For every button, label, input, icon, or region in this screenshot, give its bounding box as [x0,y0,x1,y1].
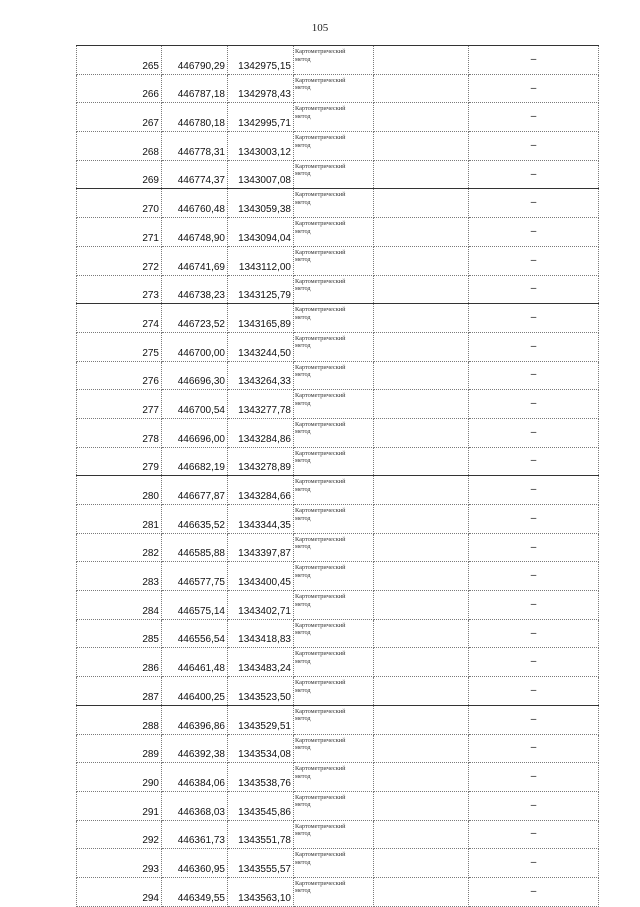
empty-cell [374,189,469,218]
coordinate-x: 446778,31 [162,132,228,161]
coordinate-x: 446723,52 [162,304,228,333]
empty-cell [374,705,469,734]
point-number: 287 [77,677,162,706]
coordinate-y: 1343534,08 [228,734,294,763]
point-number: 293 [77,849,162,878]
table-row [77,361,599,390]
dash-cell: – [469,189,599,218]
method-cell [294,418,374,447]
method-label-line2: метод [295,801,311,809]
method-label-line2: метод [295,744,311,752]
empty-cell [374,791,469,820]
method-label-line2: метод [295,830,311,838]
method-cell [294,705,374,734]
method-label-line1: Картометрический [295,564,346,572]
method-label-line1: Картометрический [295,679,346,687]
method-label-line2: метод [295,428,311,436]
table-row [77,46,599,75]
method-label-line2: метод [295,170,311,178]
empty-cell [374,46,469,75]
dash-cell: – [469,820,599,849]
empty-cell [374,132,469,161]
method-cell [294,74,374,103]
coordinate-y: 1343551,78 [228,820,294,849]
method-label-line2: метод [295,571,311,579]
method-label-line2: метод [295,285,311,293]
method-label-line2: метод [295,84,311,92]
dash-cell: – [469,304,599,333]
method-cell [294,562,374,591]
empty-cell [374,390,469,419]
dash-cell: – [469,218,599,247]
point-number: 290 [77,763,162,792]
table-row [77,677,599,706]
coordinate-y: 1343003,12 [228,132,294,161]
table-row [77,160,599,189]
method-label-line2: метод [295,198,311,206]
method-cell [294,160,374,189]
table-row [77,218,599,247]
point-number: 279 [77,447,162,476]
table-row [77,74,599,103]
point-number: 276 [77,361,162,390]
dash-cell: – [469,361,599,390]
method-label-line1: Картометрический [295,879,346,887]
coordinate-x: 446790,29 [162,46,228,75]
table-row [77,791,599,820]
empty-cell [374,849,469,878]
coordinate-y: 1342995,71 [228,103,294,132]
method-label-line1: Картометрический [295,478,346,486]
table-row [77,103,599,132]
method-label-line2: метод [295,514,311,522]
method-label-line1: Картометрический [295,392,346,400]
method-label-line2: метод [295,313,311,321]
method-label-line1: Картометрический [295,621,346,629]
table-row [77,132,599,161]
point-number: 283 [77,562,162,591]
method-label-line2: метод [295,715,311,723]
empty-cell [374,74,469,103]
empty-cell [374,877,469,906]
method-label-line1: Картометрический [295,449,346,457]
coordinate-y: 1342975,15 [228,46,294,75]
point-number: 285 [77,619,162,648]
coordinate-y: 1343545,86 [228,791,294,820]
coordinate-x: 446360,95 [162,849,228,878]
empty-cell [374,763,469,792]
method-label-line1: Картометрический [295,277,346,285]
empty-cell [374,562,469,591]
method-cell [294,46,374,75]
method-label-line1: Картометрический [295,334,346,342]
table-row [77,189,599,218]
dash-cell: – [469,591,599,620]
method-cell [294,791,374,820]
point-number: 277 [77,390,162,419]
table-row [77,562,599,591]
method-label-line2: метод [295,629,311,637]
method-cell [294,304,374,333]
table-row [77,505,599,534]
dash-cell: – [469,418,599,447]
point-number: 281 [77,505,162,534]
method-cell [294,103,374,132]
coordinate-x: 446384,06 [162,763,228,792]
coordinate-y: 1343112,00 [228,246,294,275]
dash-cell: – [469,447,599,476]
coordinate-y: 1343402,71 [228,591,294,620]
dash-cell: – [469,476,599,505]
method-label-line1: Картометрический [295,220,346,228]
method-label-line2: метод [295,657,311,665]
coordinate-x: 446700,00 [162,332,228,361]
dash-cell: – [469,791,599,820]
method-label-line2: метод [295,686,311,694]
method-label-line2: метод [295,227,311,235]
dash-cell: – [469,705,599,734]
point-number: 292 [77,820,162,849]
coordinate-x: 446677,87 [162,476,228,505]
method-label-line2: метод [295,371,311,379]
coordinate-y: 1343400,45 [228,562,294,591]
method-label-line1: Картометрический [295,593,346,601]
dash-cell: – [469,74,599,103]
coordinate-y: 1343277,78 [228,390,294,419]
method-cell [294,849,374,878]
method-label-line2: метод [295,256,311,264]
dash-cell: – [469,849,599,878]
coordinate-x: 446361,73 [162,820,228,849]
coordinate-x: 446787,18 [162,74,228,103]
empty-cell [374,103,469,132]
method-cell [294,476,374,505]
method-cell [294,390,374,419]
coordinate-x: 446461,48 [162,648,228,677]
coordinate-y: 1343284,66 [228,476,294,505]
empty-cell [374,246,469,275]
coordinate-x: 446575,14 [162,591,228,620]
empty-cell [374,505,469,534]
method-cell [294,648,374,677]
coordinate-y: 1343165,89 [228,304,294,333]
empty-cell [374,734,469,763]
method-label-line2: метод [295,772,311,780]
coordinate-x: 446774,37 [162,160,228,189]
coordinates-table-body [77,46,599,907]
table-row [77,390,599,419]
dash-cell: – [469,763,599,792]
table-row [77,533,599,562]
coordinate-y: 1343538,76 [228,763,294,792]
coordinate-y: 1343529,51 [228,705,294,734]
point-number: 273 [77,275,162,304]
coordinate-x: 446738,23 [162,275,228,304]
coordinate-y: 1343125,79 [228,275,294,304]
method-label-line2: метод [295,485,311,493]
empty-cell [374,332,469,361]
dash-cell: – [469,677,599,706]
coordinate-y: 1343418,83 [228,619,294,648]
method-label-line2: метод [295,399,311,407]
table-row [77,820,599,849]
dash-cell: – [469,132,599,161]
method-label-line1: Картометрический [295,822,346,830]
coordinate-y: 1343523,50 [228,677,294,706]
coordinate-y: 1343278,89 [228,447,294,476]
dash-cell: – [469,619,599,648]
method-label-line1: Картометрический [295,736,346,744]
empty-cell [374,533,469,562]
point-number: 271 [77,218,162,247]
empty-cell [374,218,469,247]
dash-cell: – [469,160,599,189]
coordinate-x: 446400,25 [162,677,228,706]
coordinate-x: 446585,88 [162,533,228,562]
dash-cell: – [469,275,599,304]
method-label-line1: Картометрический [295,134,346,142]
method-label-line2: метод [295,112,311,120]
method-cell [294,591,374,620]
point-number: 286 [77,648,162,677]
empty-cell [374,820,469,849]
method-label-line1: Картометрический [295,76,346,84]
method-cell [294,218,374,247]
method-label-line1: Картометрический [295,162,346,170]
dash-cell: – [469,46,599,75]
coordinate-y: 1343483,24 [228,648,294,677]
empty-cell [374,677,469,706]
dash-cell: – [469,877,599,906]
point-number: 266 [77,74,162,103]
coordinate-x: 446682,19 [162,447,228,476]
dash-cell: – [469,648,599,677]
coordinate-y: 1343284,86 [228,418,294,447]
method-cell [294,246,374,275]
method-label-line2: метод [295,887,311,895]
method-cell [294,332,374,361]
empty-cell [374,418,469,447]
empty-cell [374,361,469,390]
coordinate-x: 446741,69 [162,246,228,275]
coordinate-x: 446392,38 [162,734,228,763]
method-label-line2: метод [295,600,311,608]
method-label-line2: метод [295,342,311,350]
point-number: 280 [77,476,162,505]
method-cell [294,734,374,763]
point-number: 267 [77,103,162,132]
method-label-line1: Картометрический [295,707,346,715]
coordinate-y: 1343094,04 [228,218,294,247]
coordinates-table [76,45,599,907]
point-number: 282 [77,533,162,562]
point-number: 288 [77,705,162,734]
coordinate-y: 1343007,08 [228,160,294,189]
table-row [77,447,599,476]
coordinate-x: 446635,52 [162,505,228,534]
empty-cell [374,648,469,677]
table-row [77,734,599,763]
method-label-line1: Картометрический [295,420,346,428]
table-row [77,476,599,505]
table-row [77,619,599,648]
dash-cell: – [469,562,599,591]
empty-cell [374,160,469,189]
method-cell [294,677,374,706]
method-label-line1: Картометрический [295,306,346,314]
empty-cell [374,476,469,505]
page-number: 105 [311,22,329,34]
method-label-line1: Картометрический [295,793,346,801]
point-number: 270 [77,189,162,218]
point-number: 294 [77,877,162,906]
table-row [77,246,599,275]
method-cell [294,361,374,390]
method-label-line1: Картометрический [295,765,346,773]
method-cell [294,189,374,218]
empty-cell [374,447,469,476]
point-number: 269 [77,160,162,189]
coordinate-y: 1343059,38 [228,189,294,218]
dash-cell: – [469,332,599,361]
dash-cell: – [469,246,599,275]
table-row [77,418,599,447]
coordinate-x: 446700,54 [162,390,228,419]
method-label-line1: Картометрический [295,363,346,371]
table-row [77,877,599,906]
point-number: 265 [77,46,162,75]
dash-cell: – [469,390,599,419]
coordinate-x: 446396,86 [162,705,228,734]
method-cell [294,533,374,562]
method-cell [294,820,374,849]
table-row [77,705,599,734]
empty-cell [374,619,469,648]
coordinate-y: 1343264,33 [228,361,294,390]
coordinate-x: 446577,75 [162,562,228,591]
method-label-line1: Картометрический [295,851,346,859]
method-label-line2: метод [295,543,311,551]
point-number: 289 [77,734,162,763]
method-cell [294,132,374,161]
method-label-line1: Картометрический [295,507,346,514]
coordinate-y: 1343563,10 [228,877,294,906]
coordinate-y: 1343555,57 [228,849,294,878]
table-row [77,275,599,304]
method-cell [294,763,374,792]
table-row [77,648,599,677]
method-cell [294,619,374,648]
method-label-line2: метод [295,55,311,63]
empty-cell [374,275,469,304]
method-label-line1: Картометрический [295,48,346,55]
coordinate-x: 446780,18 [162,103,228,132]
empty-cell [374,591,469,620]
method-label-line2: метод [295,457,311,465]
point-number: 291 [77,791,162,820]
point-number: 274 [77,304,162,333]
method-cell [294,447,374,476]
coordinate-y: 1343244,50 [228,332,294,361]
point-number: 272 [77,246,162,275]
method-label-line2: метод [295,858,311,866]
table-row [77,332,599,361]
dash-cell: – [469,505,599,534]
method-label-line2: метод [295,141,311,149]
method-label-line1: Картометрический [295,105,346,113]
coordinate-y: 1343344,35 [228,505,294,534]
table-row [77,591,599,620]
coordinate-x: 446556,54 [162,619,228,648]
table-row [77,763,599,792]
empty-cell [374,304,469,333]
coordinate-x: 446748,90 [162,218,228,247]
coordinate-x: 446696,00 [162,418,228,447]
method-label-line1: Картометрический [295,248,346,256]
method-label-line1: Картометрический [295,535,346,543]
point-number: 278 [77,418,162,447]
coordinate-y: 1343397,87 [228,533,294,562]
table-row [77,304,599,333]
point-number: 268 [77,132,162,161]
dash-cell: – [469,734,599,763]
point-number: 275 [77,332,162,361]
method-cell [294,275,374,304]
table-row [77,849,599,878]
method-cell [294,505,374,534]
coordinate-x: 446760,48 [162,189,228,218]
coordinate-x: 446349,55 [162,877,228,906]
method-label-line1: Картометрический [295,191,346,199]
coordinate-x: 446368,03 [162,791,228,820]
dash-cell: – [469,103,599,132]
method-cell [294,877,374,906]
coordinate-x: 446696,30 [162,361,228,390]
dash-cell: – [469,533,599,562]
point-number: 284 [77,591,162,620]
coordinate-y: 1342978,43 [228,74,294,103]
method-label-line1: Картометрический [295,650,346,658]
